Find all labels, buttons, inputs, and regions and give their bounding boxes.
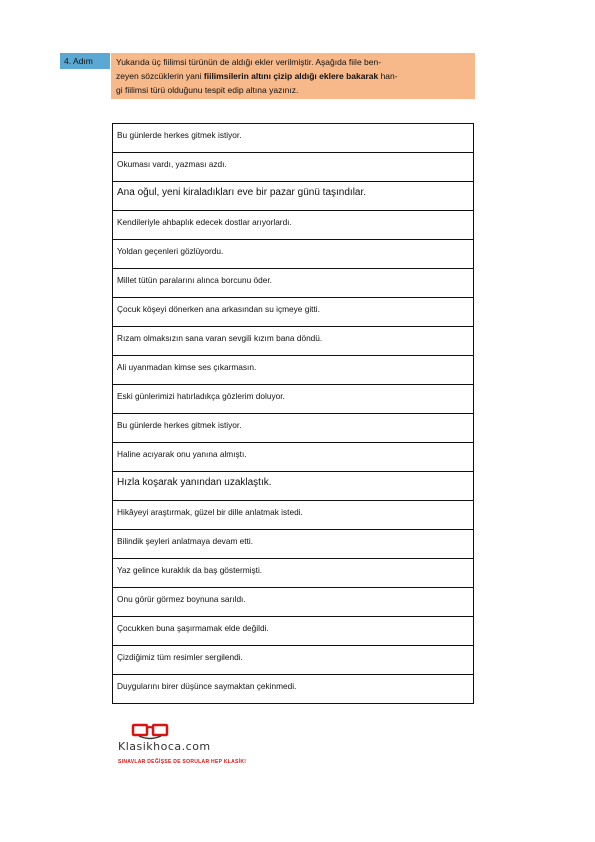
sentence-table bbox=[112, 123, 474, 704]
sentence-row[interactable]: Rızam olmaksızın sana varan sevgili kızım bana döndü. bbox=[113, 327, 473, 356]
sentence-row[interactable]: Hikâyeyi araştırmak, güzel bir dille anlatmak istedi. bbox=[113, 501, 473, 530]
instruction-bold-text: fiilimsilerin altını çizip aldığı eklere bakarak bbox=[203, 71, 379, 81]
sentence-row[interactable]: Bilindik şeyleri anlatmaya devam etti. bbox=[113, 530, 473, 559]
instruction-text: zeyen sözcüklerin yani bbox=[116, 71, 204, 81]
sentence-row[interactable]: Okuması vardı, yazması azdı. bbox=[113, 153, 473, 182]
sentence-row[interactable]: Çocukken buna şaşırmamak elde değildi. bbox=[113, 617, 473, 646]
sentence-row[interactable]: Çizdiğimiz tüm resimler sergilendi. bbox=[113, 646, 473, 675]
sentence-row[interactable]: Ali uyanmadan kimse ses çıkarmasın. bbox=[113, 356, 473, 385]
instruction-line-2 bbox=[116, 69, 470, 83]
sentence-row[interactable]: Hızla koşarak yanından uzaklaştık. bbox=[113, 472, 473, 501]
sentence-row[interactable]: Çocuk köşeyi dönerken ana arkasından su içmeye gitti. bbox=[113, 298, 473, 327]
instruction-line-3: gi fiilimsi türü olduğunu tespit edip altına yazınız. bbox=[116, 85, 299, 95]
sentence-row[interactable]: Bu günlerde herkes gitmek istiyor. bbox=[113, 124, 473, 153]
site-logo bbox=[112, 720, 282, 770]
sentence-row[interactable]: Kendileriyle ahbaplık edecek dostlar arıyorlardı. bbox=[113, 211, 473, 240]
sentence-row[interactable]: Haline acıyarak onu yanına almıştı. bbox=[113, 443, 473, 472]
sentence-row[interactable]: Millet tütün paralarını alınca borcunu öder. bbox=[113, 269, 473, 298]
sentence-row[interactable]: Onu görür görmez boynuna sarıldı. bbox=[113, 588, 473, 617]
step-label: 4. Adım bbox=[60, 53, 110, 69]
sentence-row[interactable]: Eski günlerimizi hatırladıkça gözlerim doluyor. bbox=[113, 385, 473, 414]
instruction-text: han- bbox=[378, 71, 398, 81]
sentence-row[interactable]: Yaz gelince kuraklık da baş göstermişti. bbox=[113, 559, 473, 588]
logo-slogan: SINAVLAR DEĞİŞSE DE SORULAR HEP KLASİK! bbox=[118, 759, 247, 765]
sentence-row[interactable]: Yoldan geçenleri gözlüyordu. bbox=[113, 240, 473, 269]
logo-text: Klasikhoca.com bbox=[118, 740, 211, 753]
sentence-row[interactable]: Bu günlerde herkes gitmek istiyor. bbox=[113, 414, 473, 443]
sentence-row[interactable]: Ana oğul, yeni kiraladıkları eve bir pazar günü taşındılar. bbox=[113, 182, 473, 211]
instruction-box bbox=[111, 53, 475, 99]
sentence-row[interactable]: Duygularını birer düşünce saymaktan çekinmedi. bbox=[113, 675, 473, 704]
instruction-line-1: Yukarıda üç fiilimsi türünün de aldığı ekler verilmiştir. Aşağıda fiile ben- bbox=[116, 57, 382, 67]
glasses-icon bbox=[130, 720, 170, 740]
